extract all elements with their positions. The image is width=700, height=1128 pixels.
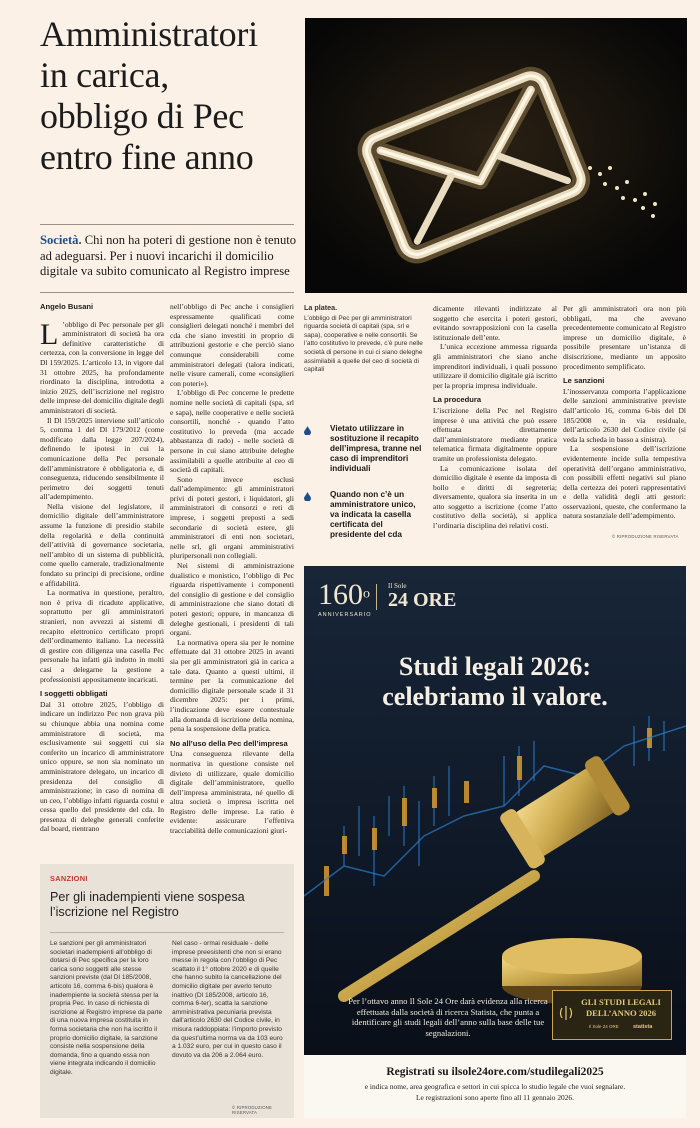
badge-line-2: DELL’ANNO 2026 (585, 1008, 657, 1018)
drop-cap: L (40, 317, 59, 351)
pull-quote-2 (304, 490, 426, 540)
section-heading: Le sanzioni (563, 376, 605, 386)
ad-headline-line-2: celebriamo il valore. (382, 682, 608, 711)
brand-big: 24 ORE (388, 589, 457, 611)
badge-partner-2: statista (633, 1024, 653, 1030)
deck-kicker: Società. (40, 233, 82, 247)
award-badge (552, 990, 672, 1040)
headline-line-1: Amministratori (40, 14, 258, 54)
sidebar-platea (304, 304, 424, 375)
article-paragraph: ’obbligo di Pec personale per gli amministratori di società ha ora definitive caratteristiche di certezza, con la conversione in legge del Dl 159/2025. L’articolo 13, in vigore dal 31 ottobre 2025, ha profondamente riordinato la disciplina, introdotta a inizio 2025, dell’iscrizione nel registro delle imprese del domicilio digitale degli amministratori di società. (40, 319, 164, 415)
article-column-4 (563, 304, 686, 532)
section-heading: La procedura (433, 395, 482, 405)
logo-divider (376, 584, 377, 610)
article-paragraph: La comunicazione isolata del domicilio digitale è esente da imposta di bollo e diritti di segreteria; diversamente, qualora sia inserita in un atto soggetto a iscrizione (come l’atto costitutivo della società), si applica l’ordinaria disciplina dei relativi costi. (433, 463, 557, 531)
ad-background (304, 566, 686, 1055)
ad-cta-sub-2: Le registrazioni sono aperte fino all 11 gennaio 2026. (416, 1093, 574, 1102)
envelope-neon-icon (305, 18, 687, 293)
anniversary-label: ANNIVERSARIO (318, 612, 372, 618)
hero-image (305, 18, 687, 293)
article-credit: © RIPRODUZIONE RISERVATA (612, 534, 679, 539)
anniversary-logo (318, 580, 372, 618)
headline-rule (40, 224, 294, 225)
badge-partner-1: Il Sole 24 ORE (589, 1024, 619, 1029)
sanzioni-box (40, 864, 294, 1118)
article-paragraph: La sospensione dell’iscrizione evidentemente incide sulla tempestiva operatività dell’organo amministrativo, con possibili effetti negativi sul piano della certezza dei poteri rappresentativi e della validità degli atti gestori: osservazioni, queste, che confermano la natura sostanziale dell’adempimento. (563, 444, 686, 521)
article-paragraph: Nei sistemi di amministrazione dualistico e monistico, l’obbligo di Pec riguarda rispettivamente i componenti del consiglio di gestione e del consiglio di amministrazione che siano dotati di poteri gestori; oppure, in mancanza di deleghe gestionali, i presidenti di tali organi. (170, 561, 294, 638)
article-paragraph: dicamente rilevanti indirizzate al soggetto che esercita i poteri gestori, evitando sovrapposizioni con la casella istituzionale dell’ente. (433, 304, 557, 342)
ad-body: Per l’ottavo anno Il Sole 24 Ore darà evidenza alla ricerca effettuata dalla società di ricerca Statista, che punta a identificare gli studi legali dell’anno sulla base delle tue segnalazioni. (348, 996, 548, 1038)
article-paragraph: L’inosservanza comporta l’applicazione delle sanzioni amministrative previste dall’articolo 16, comma 6-bis del Dl 185/2008 e, in via residuale, dell’articolo 2630 del Codice civile (si veda la scheda in basso a sinistra). (563, 386, 686, 444)
box-label: SANZIONI (50, 874, 88, 883)
pull-quote-text: Vietato utilizzare in sostituzione il recapito dell’impresa, tranne nel caso di imprenditori individuali (330, 424, 422, 473)
box-title: Per gli inadempienti viene sospesa l’iscrizione nel Registro (50, 890, 245, 919)
ad-headline (304, 652, 686, 712)
article-paragraph: Dal 31 ottobre 2025, l’obbligo di indicare un indirizzo Pec non grava più su chiunque abbia una nomina come amministratore di società, ma esclusivamente sui soggetti cui sia conferito un incarico di amministratore unico oppure, se non sia nominato un amministratore delegato, un incarico di presidenza del consiglio di amministrazione; in caso di nomina di un ceo, l’obbligo infatti riguarda costui e cessa quello del presidente del cda. In presenza di deleghe generali conferite dal board, rientrano (40, 699, 164, 834)
box-text-b: Nel caso - ormai residuale - delle imprese preesistenti che non si erano messe in regola con l’obbligo di Pec scattato il 1° ottobre 2020 e di quelle che hanno subito la cancellazione del domicilio digitale per averlo tenuto inattivo (Dl 185/2008, articolo 16, comma 6-ter), scatta la sanzione amministrativa pecuniaria prevista dall’articolo 2630 del Codice civile, in misura raddoppiata: l’importo previsto da quest’ultima norma va da 103 euro a 1.032 euro, per cui in questo caso il dovuto va da 206 a 2.064 euro. (172, 940, 283, 1059)
box-credit: © RIPRODUZIONE RISERVATA (232, 1105, 273, 1115)
article-paragraph: La normativa in questione, peraltro, non è priva di ricadute applicative, soprattutto per gli amministratori stranieri, non avvezzi ai sistemi di recapito elettronico certificato propri dell’ordinamento italiano. La necessità di gestire con diligenza una casella Pec personale ha infatti già indotto in molti casi a delegarne la gestione a professionisti appositamente incaricati. (40, 588, 164, 684)
article-paragraph: Per gli amministratori ora non più obbligati, ma che avevano precedentemente comunicato al Registro imprese un domicilio digitale, è possibile presentare un’istanza di disiscrizione, mediante un apposito procedimento semplificato. (563, 304, 686, 371)
article-paragraph: L’obbligo di Pec concerne le predette nomine nelle società di capitali (spa, srl e sapa), nelle cooperative e nelle società consortili, nonché - quando l’atto costitutivo lo preveda (ma accade abbastanza di rado) - nelle società di persone in cui siano attribuite deleghe assimilabili a quelle attribuite al ceo di società di capitali. (170, 388, 294, 475)
brand-small: Il Sole (388, 582, 407, 590)
article-column-2 (170, 302, 294, 858)
section-heading: I soggetti obbligati (40, 689, 108, 699)
article-paragraph: L’unica eccezione ammessa riguarda gli amministratori che siano anche imprenditori individuali, i quali possono utilizzare il domicilio digitale già iscritto per la propria impresa individuale. (433, 342, 557, 390)
article-paragraph: La normativa opera sia per le nomine effettuate dal 31 ottobre 2025 in avanti sia per gli amministratori già in carica a tale data. Quanto a questi ultimi, il termine per la comunicazione del domicilio digitale personale scade il 31 dicembre 2025: per i primi, l’indicazione deve essere contestuale alla domanda di iscrizione della nomina, pena la sospensione della pratica. (170, 637, 294, 734)
headline-line-4: entro fine anno (40, 137, 254, 177)
deck-rule (40, 292, 294, 293)
article-column-3 (433, 304, 557, 544)
deck (40, 233, 300, 280)
pull-quote-1 (304, 424, 426, 474)
author: Angelo Busani (40, 302, 94, 311)
ad-cta-sub-1: e indica nome, area geografica e settori in cui spicca lo studio legale che vuoi segnalare. (364, 1082, 626, 1091)
badge-line-1: GLI STUDI LEGALI (581, 997, 661, 1007)
brand-logo (388, 582, 456, 610)
article-column-1 (40, 302, 164, 858)
deck-text: Chi non ha poteri di gestione non è tenuto ad adeguarsi. Per i nuovi incarichi il domicilio digitale va subito comunicato al Registro imprese (40, 233, 297, 278)
anniversary-number: 160 (318, 578, 363, 611)
laurel-badge-icon (559, 1005, 573, 1021)
ad-image (304, 566, 686, 1055)
headline-line-3: obbligo di Pec (40, 96, 244, 136)
article-paragraph: Nella visione del legislatore, il domicilio digitale dell’amministratore assume la funzione di presidio stabile della regolarità e della continuità dell’attività di governance societaria, nell’ambito di un sistema di pubblicità, come quello camerale, tradizionalmente fondato su principi di precisione, ordine e affidabilità. (40, 501, 164, 588)
ad-headline-line-1: Studi legali 2026: (398, 652, 592, 681)
article-paragraph: Sono invece esclusi dall’adempimento: gli amministratori privi di poteri gestori, i liquidatori, gli amministratori di consorzi e reti di imprese, i soggetti preposti a sedi secondarie di società estere, gli amministratori di enti non societari, nelle srl, gli organi amministrativi pluripersonali non collegiali. (170, 474, 294, 561)
article-paragraph: Una conseguenza rilevante della normativa in questione consiste nel divieto di utilizzare, quale domicilio digitale dell’amministratore, quello dell’impresa amministrata, né quello di altra società o impresa iscritta nel Registro delle imprese. La ratio è evidente: assicurare l’effettiva tracciabilità delle comunicazioni giuri- (170, 749, 294, 836)
sidebar-title: La platea. (304, 303, 338, 312)
drop-bullet-icon (304, 492, 311, 501)
drop-bullet-icon (304, 426, 311, 435)
advertisement (304, 566, 686, 1118)
article-paragraph: L’iscrizione della Pec nel Registro imprese è una attività che può essere effettuata direttamente dall’amministratore mediante pratica telematica firmata digitalmente oppure tramite un professionista delegato. (433, 405, 557, 463)
ad-cta[interactable]: Registrati su ilsole24ore.com/studilegali2025 (386, 1066, 604, 1078)
headline (40, 14, 302, 178)
box-text-a: Le sanzioni per gli amministratori societari inadempienti all’obbligo di dotarsi di Pec specifica per la loro carica sono soggetti alle stesse sanzioni previste (dal Dl 185/2008, articolo 16, comma 6-bis) qualora è inadempiente la società stessa per la propria Pec. In caso di richiesta di iscrizione al Registro imprese da parte di una nuova impresa costituita in forma societaria che non ha iscritto il proprio domicilio digitale, la sanzione consiste nella sospensione della domanda, fino a quando essa non viene integrata indicando il domicilio digitale. (50, 940, 163, 1076)
headline-line-2: in carica, (40, 55, 169, 95)
anniversary-sup: o (363, 586, 370, 602)
section-heading: No all’uso della Pec dell’impresa (170, 738, 288, 748)
article-paragraph: nell’obbligo di Pec anche i consiglieri espressamente qualificati come consiglieri delegati nonché i membri del cda che siano investiti in proprio di attribuzioni gestorie e che perciò siano comunque considerabili come amministratori delegati (talora indicati, nelle visure camerali, come «consiglieri con poteri»). (170, 302, 294, 388)
sidebar-text: L’obbligo di Pec per gli amministratori riguarda società di capitali (spa, srl e sapa), cooperative e nelle consortili. Se l’atto costitutivo lo prevede, c’è pure nelle società di persone in cui ci siano deleghe assimilabili a quelle del ceo di società di capitali (304, 314, 423, 374)
article-paragraph: Il Dl 159/2025 interviene sull’articolo 5, comma 1 del Dl 179/2012 (come modificato dalla legge 207/2024), definendo le ipotesi in cui la comunicazione della Pec personale dell’amministratore è obbligatoria e, di conseguenza, riducendo sensibilmente il perimetro dei soggetti tenuti all’adempimento. (40, 415, 164, 502)
pull-quote-text: Quando non c’è un amministratore unico, va indicata la casella certificata del presidente del cda (330, 490, 416, 539)
box-rule (50, 932, 284, 933)
